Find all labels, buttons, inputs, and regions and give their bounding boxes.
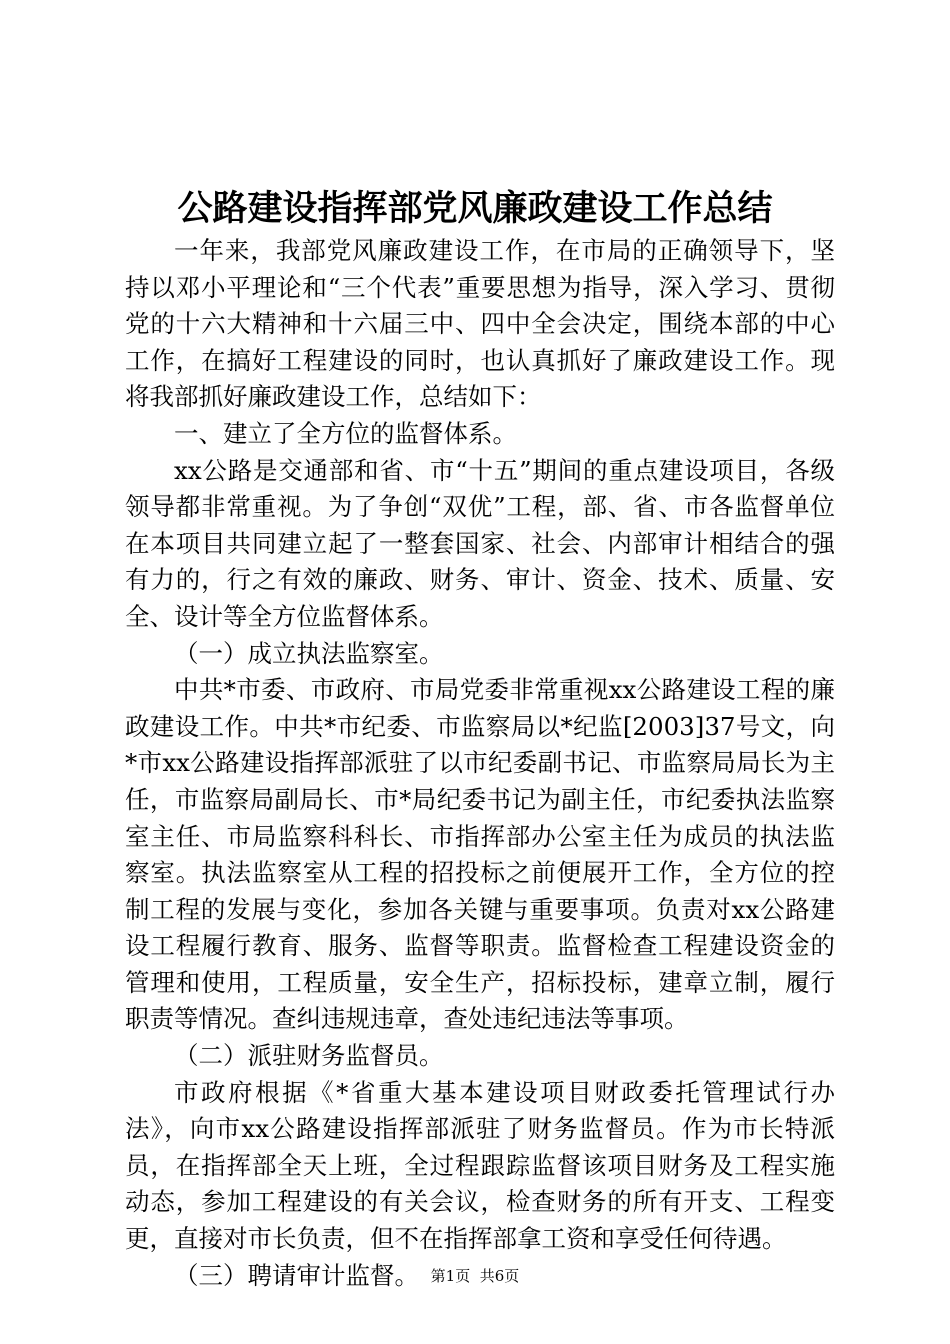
paragraph-supervision-office: 中共*市委、市政府、市局党委非常重视xx公路建设工程的廉政建设工作。中共*市纪委、市监察局以*纪监[2003]37号文，向*市xx公路建设指挥部派驻了以市纪委副书记、市监察局局长为主任，市监察局副局长、市*局纪委书记为副主任，市纪委执法监察室主任、市局监察科科长、市指挥部办公室主任为成员的执法监察室。执法监察室从工程的招投标之前便展开工作，全方位的控制工程的发展与变化，参加各关键与重要事项。负责对xx公路建设工程履行教育、服务、监督等职责。监督检查工程建设资金的管理和使用，工程质量，安全生产，招标投标，建章立制，履行职责等情况。查纠违规违章，查处违纪违法等事项。 bbox=[125, 675, 835, 1034]
page-footer bbox=[0, 1266, 950, 1286]
paragraph-intro: 一年来，我部党风廉政建设工作，在市局的正确领导下，坚持以邓小平理论和“三个代表”重要思想为指导，深入学习、贯彻党的十六大精神和十六届三中、四中全会决定，围绕本部的中心工作，在搞好工程建设的同时，也认真抓好了廉政建设工作。现将我部抓好廉政建设工作，总结如下： bbox=[125, 236, 835, 412]
paragraph-finance-supervisor: 市政府根据《*省重大基本建设项目财政委托管理试行办法》，向市xx公路建设指挥部派驻了财务监督员。作为市长特派员，在指挥部全天上班，全过程跟踪监督该项目财务及工程实施动态，参加工程建设的有关会议，检查财务的所有开支、工程变更，直接对市长负责，但不在指挥部拿工资和享受任何待遇。 bbox=[125, 1077, 835, 1254]
document-title: 公路建设指挥部党风廉政建设工作总结 bbox=[177, 188, 773, 229]
page-number: 第1页 bbox=[430, 1267, 471, 1285]
subsection-heading-2: （二）派驻财务监督员。 bbox=[174, 1041, 444, 1071]
page-total: 共6页 bbox=[479, 1267, 520, 1285]
subsection-heading-1: （一）成立执法监察室。 bbox=[174, 638, 444, 668]
subsection-heading-3: （三）聘请审计监督。 bbox=[174, 1260, 419, 1290]
paragraph-supervision-system: xx公路是交通部和省、市“十五”期间的重点建设项目，各级领导都非常重视。为了争创“双优”工程，部、省、市各监督单位在本项目共同建立起了一整套国家、社会、内部审计相结合的强有力的，行之有效的廉政、财务、审计、资金、技术、质量、安全、设计等全方位监督体系。 bbox=[125, 455, 835, 631]
section-heading-1: 一、建立了全方位的监督体系。 bbox=[174, 418, 517, 448]
document-body bbox=[125, 233, 835, 1294]
